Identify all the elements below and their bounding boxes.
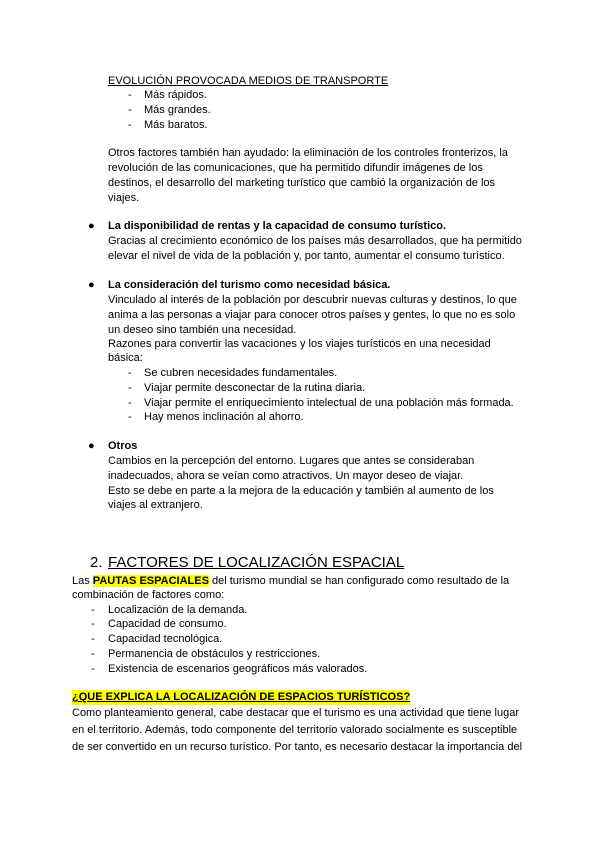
intro-line: combinación de factores como: <box>72 589 225 601</box>
paragraph-line: viajes al extranjero. <box>108 499 203 511</box>
section-heading: FACTORES DE LOCALIZACIÓN ESPACIAL <box>108 554 405 571</box>
dash-marker: - <box>91 618 95 630</box>
dash-marker: - <box>128 397 132 409</box>
list-item: Más rápidos. <box>144 89 207 101</box>
intro-text: del turismo mundial se han configurado como resultado de la <box>208 575 510 587</box>
paragraph-line: inadecuados, ahora se veían como atractivos. Un mayor deseo de viajar. <box>108 470 464 482</box>
paragraph-line: de ser convertido en un recurso turístico. Por tanto, es necesario destacar la importancia del <box>72 741 523 753</box>
section-title: Otros <box>108 440 138 452</box>
intro-text: Las <box>72 575 93 587</box>
paragraph-line: Vinculado al interés de la población por descubrir nuevas culturas y destinos, lo que <box>108 294 517 306</box>
list-item: Permanencia de obstáculos y restricciones. <box>108 648 321 660</box>
dash-marker: - <box>128 104 132 116</box>
dash-marker: - <box>91 648 95 660</box>
paragraph-line: básica: <box>108 352 143 364</box>
section-title: La consideración del turismo como necesidad básica. <box>108 279 391 291</box>
dash-marker: - <box>91 633 95 645</box>
paragraph-line: Gracias al crecimiento económico de los países más desarrollados, que ha permitido <box>108 235 522 247</box>
list-item: Hay menos inclinación al ahorro. <box>144 411 304 423</box>
list-item: Viajar permite desconectar de la rutina diaria. <box>144 382 366 394</box>
dash-marker: - <box>91 663 95 675</box>
dash-marker: - <box>128 382 132 394</box>
intro-line <box>72 574 509 589</box>
dash-marker: - <box>128 367 132 379</box>
paragraph-line: revolución de las comunicaciones, que ha permitido difundir imágenes de los <box>108 162 483 174</box>
highlighted-term: PAUTAS ESPACIALES <box>92 575 209 587</box>
paragraph-line: Esto se debe en parte a la mejora de la educación y también al aumento de los <box>108 485 494 497</box>
list-item: Capacidad tecnológica. <box>108 633 223 645</box>
evolucion-heading: EVOLUCIÓN PROVOCADA MEDIOS DE TRANSPORTE <box>108 75 389 87</box>
bullet-icon: ● <box>88 279 95 291</box>
list-item: Más baratos. <box>144 119 208 131</box>
list-item: Más grandes. <box>144 104 211 116</box>
paragraph-line: en el territorio. Además, todo componente del territorio valorado socialmente es susceptible <box>72 724 518 736</box>
paragraph-line: elevar el nivel de vida de la población y, por tanto, aumentar el consumo turístico. <box>108 250 505 262</box>
paragraph-line: viajes. <box>108 192 140 204</box>
dash-marker: - <box>128 89 132 101</box>
bullet-icon: ● <box>88 440 95 452</box>
paragraph-line: un deseo sino también una necesidad. <box>108 324 297 336</box>
list-item: Localización de la demanda. <box>108 604 248 616</box>
question-heading: ¿QUE EXPLICA LA LOCALIZACIÓN DE ESPACIOS TURÍSTICOS? <box>72 691 411 703</box>
dash-marker: - <box>128 119 132 131</box>
paragraph-line: destinos, el desarrollo del marketing turístico que cambió la organización de los <box>108 177 496 189</box>
paragraph-line: Razones para convertir las vacaciones y los viajes turísticos en una necesidad <box>108 338 491 350</box>
list-item: Viajar permite el enriquecimiento intelectual de una población más formada. <box>144 397 514 409</box>
list-item: Existencia de escenarios geográficos más valorados. <box>108 663 368 675</box>
paragraph-line: Otros factores también han ayudado: la eliminación de los controles fronterizos, la <box>108 147 508 159</box>
list-item: Capacidad de consumo. <box>108 618 227 630</box>
dash-marker: - <box>91 604 95 616</box>
paragraph-line: Como planteamiento general, cabe destacar que el turismo es una actividad que tiene lugar <box>72 707 519 719</box>
dash-marker: - <box>128 411 132 423</box>
section-title: La disponibilidad de rentas y la capacidad de consumo turístico. <box>108 220 447 232</box>
paragraph-line: anima a las personas a viajar para conocer otros países y gentes, lo que no es solo <box>108 309 516 321</box>
paragraph-line: Cambios en la percepción del entorno. Lugares que antes se consideraban <box>108 455 475 467</box>
section-number: 2. <box>90 554 103 571</box>
list-item: Se cubren necesidades fundamentales. <box>144 367 338 379</box>
bullet-icon: ● <box>88 220 95 232</box>
